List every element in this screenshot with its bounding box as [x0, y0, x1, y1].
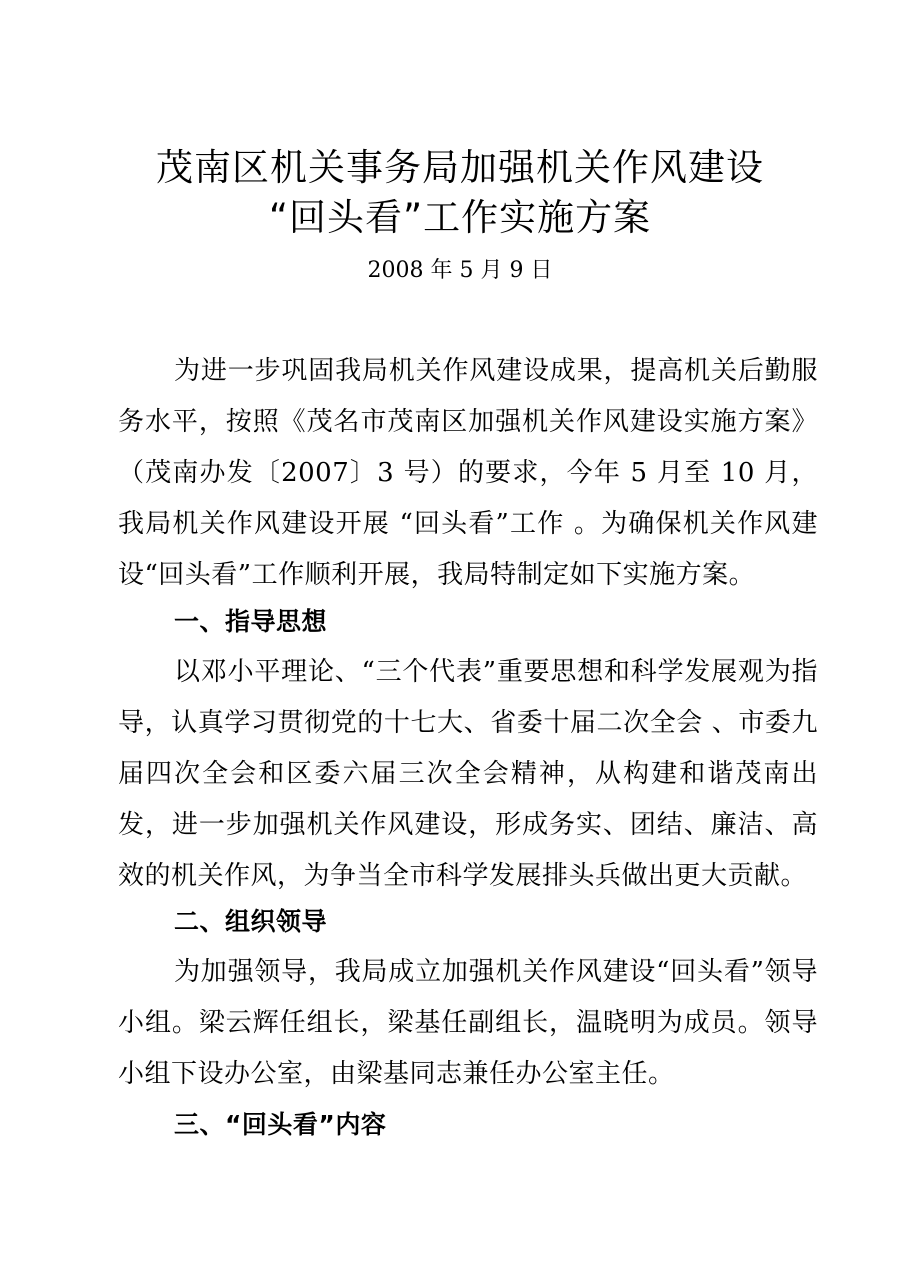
document-date: 2008 年 5 月 9 日 [367, 258, 553, 283]
heading-guiding-thought: 一、指导思想 [174, 607, 328, 636]
heading-section-three [118, 1099, 818, 1150]
intro-paragraph: 为进一步巩固我局机关作风建设成果，提高机关后勤服务水平，按照《茂名市茂南区加强机关作风建设实施方案》（茂南办发〔2007〕3 号）的要求，今年 5 月至 10 月，我局机关作风建设开展 “回头看”工作 。为确保机关作风建设“回头看”工作顺利开展，我局特制定如下实施方案。 [118, 356, 818, 590]
guiding-thought-section [118, 647, 818, 902]
organization-paragraph: 为加强领导，我局成立加强机关作风建设“回头看”领导小组。梁云辉任组长，梁基任副组长，温晓明为成员。领导小组下设办公室，由梁基同志兼任办公室主任。 [118, 957, 818, 1089]
heading-section-one [118, 596, 818, 647]
document-title-line-2: “回头看”工作实施方案 [268, 196, 652, 239]
guiding-thought-paragraph: 以邓小平理论、“三个代表”重要思想和科学发展观为指导，认真学习贯彻党的十七大、省委十届二次全会 、市委九届四次全会和区委六届三次全会精神，从构建和谐茂南出发，进一步加强机关作风建设，形成务实、团结、廉洁、高效的机关作风，为争当全市科学发展排头兵做出更大贡献。 [118, 657, 818, 891]
heading-section-two [118, 896, 818, 947]
organization-section [118, 947, 818, 1100]
heading-organization: 二、组织领导 [174, 907, 328, 936]
heading-review-content: 三、“回头看”内容 [174, 1110, 387, 1139]
document-title-line-1: 茂南区机关事务局加强机关作风建设 [156, 146, 764, 189]
intro-section [118, 346, 818, 601]
